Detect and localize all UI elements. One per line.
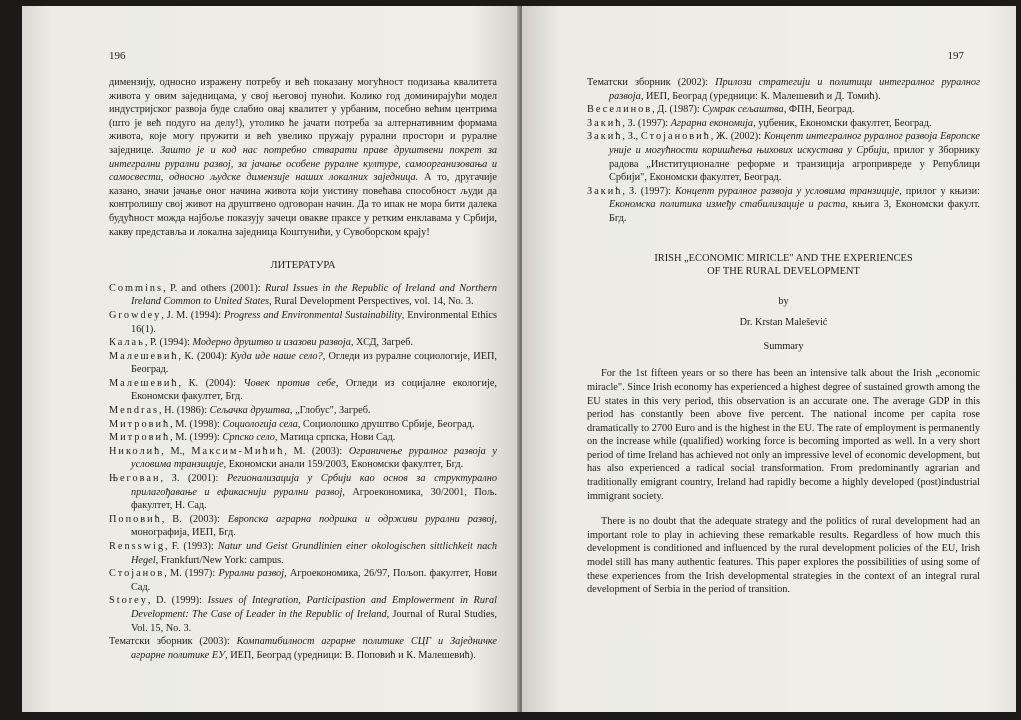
reference-entry <box>109 594 497 635</box>
text-run: , Rural Development Perspectives, vol. 14, No. 3. <box>269 296 474 308</box>
article-title-line-2: OF THE RURAL DEVELOPMENT <box>707 265 860 277</box>
reference-entry <box>109 336 497 350</box>
italic-run: Концепт интегралног руралног развоја Европске уније и могућности коришћења њихових искустава у Србији <box>609 131 980 156</box>
reference-entry <box>109 377 497 404</box>
reference-entry <box>109 445 497 472</box>
text-run: , монографија, ИЕП, Бгд. <box>131 513 497 539</box>
text-run: , Агроекономика, 30/2001, Пољ. факултет, Н. Сад. <box>131 486 497 512</box>
italic-run: Аграрна економија <box>670 117 754 129</box>
text-run: , књига 3, Економски факулт. Бгд. <box>609 199 981 224</box>
text-run: , J. M. (1994): <box>161 309 224 321</box>
text-run: , Frankfurt/New York: campus. <box>155 554 284 566</box>
text-run: , прилог у књизи: <box>899 185 981 197</box>
text-run: , ФПН, Београд. <box>783 104 855 116</box>
author-surname: Стојановић <box>640 131 711 143</box>
references-list-left <box>109 282 497 663</box>
reference-entry <box>587 130 980 184</box>
text-run: , М. (1997): <box>164 568 219 580</box>
text-run: , Environmental Ethics 16(1). <box>131 309 497 335</box>
text-run: , Социолошко друштво Србије, Београд. <box>297 418 475 430</box>
italic-run: Европска аграрна подршка и одрживи рурални развој <box>227 513 495 525</box>
text-run: , Агроекономика, 26/97, Пољоп. факултет, Нови Сад. <box>131 568 498 593</box>
text-run: , Journal of Rural Studies, Vol. 15, No. 3. <box>131 608 497 634</box>
text-run: , H. (1986): <box>159 405 210 417</box>
author-surname: Commins <box>109 282 164 294</box>
left-text-block <box>109 76 497 662</box>
italic-run: Rural Issues in the Republic of Ireland and Northern Ireland Common to United States <box>131 282 498 308</box>
italic-run: Модерно друштво и изазови развоја <box>192 337 351 349</box>
text-run: , ХСД, Загреб. <box>350 337 414 349</box>
text-run: , уџбеник, Економски факултет, Београд. <box>753 117 932 129</box>
page-number-left: 196 <box>109 50 126 62</box>
author-surname: Малешевић <box>109 350 179 362</box>
text-run: Тематски зборник (2002): <box>587 77 716 88</box>
italic-run: Регионализација у Србији као основ за структурално прилагођавање и ефикаснији рурални развој <box>131 473 497 498</box>
text-run: , М. (1998): <box>170 418 223 430</box>
author-surname: Калаь <box>109 337 145 349</box>
text-run: , З., <box>622 131 641 143</box>
author-surname: Закић <box>587 185 623 197</box>
reference-entry <box>109 567 497 594</box>
italic-run: Економска политика између стабилизације и раста <box>609 199 846 211</box>
text-run: А то, другачије казано, значи јачање оног начина живота који уистину повећава способност људи да контролишу свој живот на друштвено одговоран начин. Да то ипак не мора бити далека будућност можда најбоље показују зачеци овакве праксе у ретким енклавама у Србији, какву представља и локална заједница Коштунићи, у Сувоборском крају! <box>109 172 497 238</box>
italic-run: Issues of Integration, Participastion and Emplowerment in Rural Development: The Case of Leader in the Republic of Ireland <box>131 595 497 620</box>
reference-entry <box>109 282 497 309</box>
text-run: , „Глобус", Загреб. <box>289 405 371 417</box>
author-name: Dr. Krstan Malešević <box>739 317 828 329</box>
reference-entry <box>109 309 497 336</box>
reference-entry <box>587 185 980 226</box>
author-surname: Стојанов <box>109 568 165 580</box>
author-surname: Закић <box>587 131 623 143</box>
reference-entry <box>587 76 980 103</box>
text-run: , D. (1999): <box>147 595 208 607</box>
reference-entry <box>109 513 497 540</box>
italic-run: Рурални развој <box>218 568 285 580</box>
text-run: , F. (1993): <box>165 541 218 552</box>
references-heading: ЛИТЕРАТУРА <box>270 260 336 272</box>
italic-run: Сумрак сељаштва <box>702 104 784 116</box>
text-run: , Економски анали 159/2003, Економски факултет, Бгд. <box>223 459 464 471</box>
text-run: , P. and others (2001): <box>163 282 266 294</box>
text-run: , Д. (1987): <box>652 104 703 116</box>
text-run: димензију, односно изражену потребу и већ показану могућност подизања квалитета живота у овим заједницама, у свој његовој пуноћи. Колико год доминирајући модел индустријског развоја буде слабио овај квалитет у урбаним, посебно већим центрима (што је већ подуго на делу!), утолико ће јачати потреба за алтернативним формама живота, које могу пружити и већ увелико пружају рурални простори и руралне заједнице. <box>109 77 497 156</box>
reference-entry <box>109 431 497 445</box>
author-surname: Storey <box>109 595 148 607</box>
text-run: , К. (2004): <box>178 350 231 362</box>
text-run: , Огледи из социјалне екологије, Економски факултет, Бгд. <box>131 377 497 403</box>
text-run: Тематски зборник (2003): <box>109 636 237 648</box>
reference-entry <box>109 472 497 513</box>
text-run: , З. (1997): <box>622 117 671 129</box>
text-run: , В. (2003): <box>161 513 228 525</box>
reference-entry <box>587 117 980 131</box>
author-surname: Закић <box>587 117 623 129</box>
author-surname: Малешевић <box>109 377 179 389</box>
text-run: , М., <box>161 445 192 457</box>
text-run: , Р. (1994): <box>144 337 193 349</box>
reference-entry <box>109 350 497 377</box>
by-line: by <box>778 295 789 307</box>
reference-entry <box>109 635 497 662</box>
article-title-line-1: IRISH „ECONOMIC MIRICLE" AND THE EXPERIENCES <box>654 252 913 264</box>
author-surname: Rensswig <box>109 541 166 552</box>
reference-entry <box>587 103 980 117</box>
italic-run: Куда иде наше село? <box>230 350 323 362</box>
intro-paragraph <box>109 76 497 239</box>
reference-entry <box>109 418 497 432</box>
reference-entry <box>109 404 497 418</box>
italic-run: Човек против себе <box>243 377 336 389</box>
summary-heading: Summary <box>763 340 804 352</box>
references-list-right <box>587 76 980 226</box>
author-surname: Митровић <box>109 418 171 430</box>
italic-run: Социологија села <box>222 418 298 430</box>
author-surname: Веселинов <box>587 104 653 116</box>
text-run: , ИЕП, Београд (уредници: В. Поповић и К. Малешевић). <box>225 649 476 661</box>
right-page <box>522 6 1016 712</box>
author-surname: Максим-Мићић <box>191 445 285 457</box>
text-run: , М. (2003): <box>284 445 349 457</box>
page-number-right: 197 <box>947 50 964 62</box>
text-run: , прилог у Зборнику радова „Институционалне реформе и транзиција агропривреде у Републици Србији", Економски факултет, Београд. <box>609 144 980 184</box>
italic-run: Natur und Geist Grundlinien einer okologischen sittlichkeit nach Hegel <box>131 541 497 566</box>
author-surname: Митровић <box>109 432 171 444</box>
italic-run: Компатибилност аграрне политике СЦГ и Заједничке аграрне политике ЕУ <box>131 636 497 661</box>
reference-entry <box>109 540 497 567</box>
text-run: , М. (1999): <box>170 432 223 444</box>
right-text-block <box>587 76 980 609</box>
italic-run: Progress and Environmental Sustainability <box>223 309 402 321</box>
left-page <box>22 6 520 712</box>
author-surname: Николић <box>109 445 162 457</box>
italic-run: Сељачка друштва <box>209 405 290 417</box>
italic-run: Ограничење руралног развоја у условима транзиције <box>131 445 498 471</box>
text-run: , К. (2004): <box>178 377 244 389</box>
italic-run: Концепт руралног развоја у условима транзиције <box>675 185 900 197</box>
summary-paragraph-1: For the 1st fifteen years or so there has been an intensive talk about the Irish „economic miracle". Since Irish economy has experienced a highest degree of sustained growth among the EU states in this very period, this observation is an accurate one. The average GDP in this period has constantly been above five percent. The national income per capita rose dramatically to 2700 Euro and is the highest in the EU. The rate of employment is permanently on the increase while (qualified) working force is becoming imported as well. In a very short period of time Ireland has achieved not only an impressive level of economic development, but has also experienced a radical social transformation. From predominantly agrarian and traditionally emigrant country, Ireland had rapidly become a highly developed (post)industrial immigrant society. <box>587 368 980 502</box>
author-surname: Growdey <box>109 309 162 321</box>
italic-run: Зашто је и код нас потребно стварати праве друштвени покрет за интегрални рурални развој, за јачање особене руралне културе, самоорганизовања и самосвести, односно људске димензије наших локалних заједница. <box>109 144 497 184</box>
summary-paragraph-2: There is no doubt that the adequate strategy and the politics of rural development had an important role to play in achieving these remarkable results. Regardless of how much this development is conditioned and influenced by the rural development policies of the EU, Irish model still has many authentic features. This paper explores the possibilities of using some of these experiences from the Irish developmental strategies in the context of an integral rural development of Serbia in the period of transition. <box>587 516 980 596</box>
italic-run: Прилози стратегији и политици интегралног руралног развоја <box>609 77 980 102</box>
text-run: , ИЕП, Београд (уредници: К. Малешевић и Д. Томић). <box>640 90 881 102</box>
text-run: , Матица српска, Нови Сад. <box>274 432 396 444</box>
text-run: , Ж. (2002): <box>710 131 764 143</box>
article-title <box>587 252 980 278</box>
text-run: , З. (2001): <box>160 473 227 485</box>
author-surname: Његован <box>109 473 161 485</box>
author-surname: Поповић <box>109 513 162 525</box>
text-run: , Огледи из руралне социологије, ИЕП, Београд. <box>131 350 497 376</box>
text-run: , З. (1997): <box>622 185 676 197</box>
italic-run: Српско село <box>222 432 275 444</box>
author-surname: Mendras <box>109 405 160 417</box>
